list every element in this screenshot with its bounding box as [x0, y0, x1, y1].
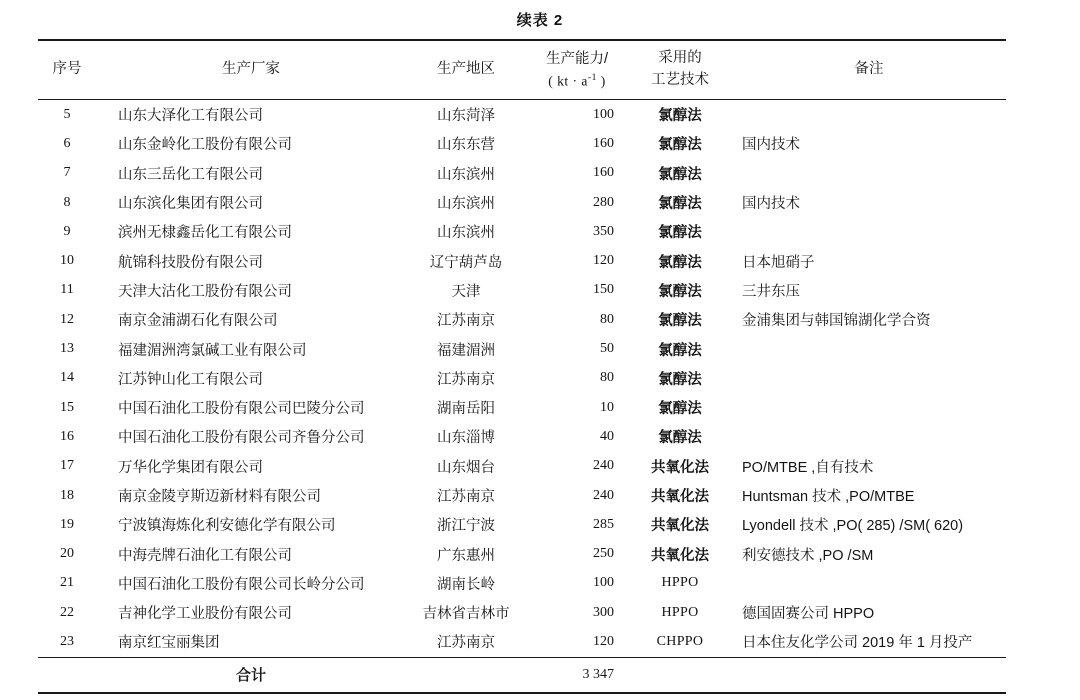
cell-no: 12: [60, 311, 74, 327]
cell-maker: 中国石油化工股份有限公司齐鲁分公司: [118, 430, 365, 447]
cell-remark: 日本旭硝子: [742, 254, 815, 271]
cell-region: 山东菏泽: [437, 108, 495, 125]
table-row: [38, 100, 1006, 129]
table-row: [38, 627, 1006, 657]
header-process: [628, 41, 732, 100]
cell-process: 氯醇法: [658, 225, 702, 242]
header-maker-label: 生产厂家: [222, 61, 280, 78]
cell-remark: PO/MTBE ,自有技术: [742, 459, 874, 476]
cell-maker: 中海壳牌石油化工有限公司: [118, 547, 292, 564]
cell-region: 浙江宁波: [437, 518, 495, 535]
cell-no: 14: [60, 370, 74, 386]
producer-capacity-table: [38, 39, 1006, 694]
cell-maker: 中国石油化工股份有限公司巴陵分公司: [118, 401, 365, 418]
cell-remark: 利安德技术 ,PO /SM: [742, 547, 874, 564]
header-process-label-1: 采用的: [658, 50, 702, 67]
table-row: [38, 481, 1006, 510]
cell-maker: 福建湄洲湾氯碱工业有限公司: [118, 342, 307, 359]
table-row: [38, 510, 1006, 539]
cell-process: 氯醇法: [658, 371, 702, 388]
cell-no: 11: [60, 282, 74, 298]
cell-no: 18: [60, 487, 74, 503]
total-spacer-process: [628, 658, 732, 693]
cell-maker: 南京金浦湖石化有限公司: [118, 313, 278, 330]
cell-capacity: 80: [600, 370, 614, 386]
total-spacer-region: [406, 658, 526, 693]
cell-process: 氯醇法: [658, 401, 702, 418]
table-row: [38, 569, 1006, 598]
cell-no: 23: [60, 633, 74, 649]
table-row: [38, 276, 1006, 305]
cell-region: 广东惠州: [437, 547, 495, 564]
table-row: [38, 539, 1006, 568]
cell-capacity: 160: [593, 135, 614, 151]
cell-capacity: 150: [593, 282, 614, 298]
cell-region: 湖南岳阳: [437, 401, 495, 418]
cell-remark: [732, 100, 1006, 129]
table-row: [38, 334, 1006, 363]
cell-process: HPPO: [661, 575, 699, 591]
cell-maker: 南京红宝丽集团: [118, 635, 220, 652]
cell-no: 19: [60, 516, 74, 532]
header-no: [38, 41, 96, 100]
cell-maker: 山东金岭化工股份有限公司: [118, 137, 292, 154]
unit-exponent: -1: [587, 72, 597, 83]
table-row: [38, 217, 1006, 246]
cell-region: 辽宁葫芦岛: [429, 254, 503, 271]
cell-region: 山东烟台: [437, 459, 495, 476]
table-row: [38, 188, 1006, 217]
cell-capacity: 10: [600, 399, 614, 415]
cell-no: 8: [63, 194, 71, 210]
cell-process: 氯醇法: [658, 342, 702, 359]
unit-open: ( kt · a: [548, 73, 588, 88]
total-row: [38, 658, 1006, 693]
cell-remark: 日本住友化学公司 2019 年 1 月投产: [742, 635, 973, 652]
cell-no: 15: [60, 399, 74, 415]
cell-maker: 中国石油化工股份有限公司长岭分公司: [118, 576, 365, 593]
cell-maker: 天津大沽化工股份有限公司: [118, 283, 292, 300]
cell-no: 5: [63, 106, 71, 122]
cell-capacity: 240: [593, 458, 614, 474]
cell-capacity: 300: [593, 604, 614, 620]
cell-region: 山东滨州: [437, 166, 495, 183]
cell-process: 共氧化法: [651, 518, 709, 535]
cell-capacity: 350: [593, 223, 614, 239]
cell-maker: 航锦科技股份有限公司: [118, 254, 263, 271]
cell-region: 福建湄洲: [437, 342, 495, 359]
cell-process: 共氧化法: [651, 489, 709, 505]
table-row: [38, 129, 1006, 158]
cell-capacity: 240: [593, 487, 614, 503]
cell-maker: 万华化学集团有限公司: [118, 459, 263, 476]
header-remark: [732, 41, 1006, 100]
cell-capacity: 40: [600, 428, 614, 444]
cell-remark: 国内技术: [742, 137, 800, 154]
total-row-spacer: [38, 658, 96, 693]
header-region-label: 生产地区: [437, 61, 495, 78]
header-capacity-label: 生产能力/: [545, 50, 609, 67]
cell-region: 山东滨州: [437, 225, 495, 242]
total-label: 合计: [235, 667, 266, 685]
cell-capacity: 120: [593, 633, 614, 649]
cell-region: 吉林省吉林市: [422, 606, 510, 623]
total-value: 3 347: [582, 666, 614, 682]
cell-maker: 吉神化学工业股份有限公司: [118, 606, 292, 623]
cell-no: 17: [60, 458, 74, 474]
cell-remark: 三井东压: [742, 283, 800, 300]
table-head: [38, 40, 1006, 100]
cell-maker: 宁波镇海炼化利安德化学有限公司: [118, 518, 336, 535]
table-row: [38, 598, 1006, 627]
header-capacity: [526, 41, 628, 100]
cell-process: CHPPO: [656, 633, 704, 649]
cell-remark: [732, 334, 1006, 363]
table-foot: [38, 657, 1006, 694]
cell-no: 13: [60, 341, 74, 357]
cell-capacity: 280: [593, 194, 614, 210]
table-title: 续表 2: [516, 12, 564, 29]
cell-capacity: 285: [593, 516, 614, 532]
cell-region: 江苏南京: [437, 371, 495, 388]
cell-no: 20: [60, 546, 74, 562]
table-body: [38, 100, 1006, 657]
cell-process: 氯醇法: [658, 108, 702, 125]
table-row: [38, 364, 1006, 393]
cell-capacity: 100: [593, 106, 614, 122]
cell-remark: 国内技术: [742, 196, 800, 213]
cell-region: 天津: [451, 283, 481, 300]
header-process-label-2: 工艺技术: [651, 72, 709, 88]
cell-remark: [732, 393, 1006, 422]
cell-capacity: 100: [593, 575, 614, 591]
header-capacity-unit: [526, 71, 628, 92]
cell-maker: 山东大泽化工有限公司: [118, 108, 263, 125]
cell-process: 氯醇法: [658, 254, 702, 271]
unit-close: ): [596, 73, 606, 88]
cell-remark: 德国固赛公司 HPPO: [742, 606, 875, 623]
rule-bottom: [38, 693, 1006, 694]
cell-remark: 金浦集团与韩国锦湖化学合资: [742, 313, 931, 330]
cell-process: 氯醇法: [658, 196, 702, 213]
cell-maker: 滨州无棣鑫岳化工有限公司: [118, 225, 292, 242]
table-container: [38, 39, 1006, 694]
table-row: [38, 159, 1006, 188]
total-spacer-remark: [732, 658, 1006, 693]
cell-remark: [732, 422, 1006, 451]
cell-process: 共氧化法: [651, 459, 709, 476]
cell-no: 16: [60, 428, 74, 444]
cell-remark: [732, 364, 1006, 393]
cell-no: 9: [63, 223, 71, 239]
cell-remark: [732, 217, 1006, 246]
cell-maker: 江苏钟山化工有限公司: [118, 371, 263, 388]
cell-region: 山东滨州: [437, 196, 495, 213]
cell-no: 21: [60, 575, 74, 591]
cell-no: 22: [60, 604, 74, 620]
cell-process: 氯醇法: [658, 166, 702, 183]
table-row: [38, 305, 1006, 334]
cell-capacity: 50: [600, 341, 614, 357]
cell-region: 山东东营: [437, 137, 495, 154]
header-no-label: 序号: [52, 61, 82, 78]
cell-process: 共氧化法: [651, 547, 709, 564]
cell-remark: [732, 159, 1006, 188]
cell-capacity: 250: [593, 546, 614, 562]
header-remark-label: 备注: [854, 61, 884, 78]
cell-region: 湖南长岭: [437, 576, 495, 593]
table-row: [38, 452, 1006, 481]
header-region: [406, 41, 526, 100]
cell-no: 10: [60, 253, 74, 269]
table-row: [38, 393, 1006, 422]
cell-capacity: 80: [600, 311, 614, 327]
cell-remark: [732, 569, 1006, 598]
header-row: [38, 41, 1006, 100]
table-row: [38, 246, 1006, 275]
cell-capacity: 160: [593, 165, 614, 181]
cell-no: 6: [63, 135, 71, 151]
cell-maker: 山东三岳化工有限公司: [118, 166, 263, 183]
cell-process: 氯醇法: [658, 283, 702, 300]
cell-remark: Huntsman 技术 ,PO/MTBE: [742, 489, 915, 505]
cell-maker: 南京金陵亨斯迈新材料有限公司: [118, 489, 321, 505]
cell-region: 江苏南京: [437, 313, 495, 330]
cell-maker: 山东滨化集团有限公司: [118, 196, 263, 213]
cell-capacity: 120: [593, 253, 614, 269]
cell-process: 氯醇法: [658, 430, 702, 447]
cell-remark: Lyondell 技术 ,PO( 285) /SM( 620): [742, 518, 964, 535]
cell-process: 氯醇法: [658, 313, 702, 330]
cell-region: 山东淄博: [437, 430, 495, 447]
cell-process: 氯醇法: [658, 137, 702, 154]
cell-no: 7: [63, 165, 71, 181]
header-maker: [96, 41, 406, 100]
cell-region: 江苏南京: [437, 635, 495, 652]
cell-region: 江苏南京: [437, 489, 495, 505]
cell-process: HPPO: [661, 604, 699, 620]
table-row: [38, 422, 1006, 451]
